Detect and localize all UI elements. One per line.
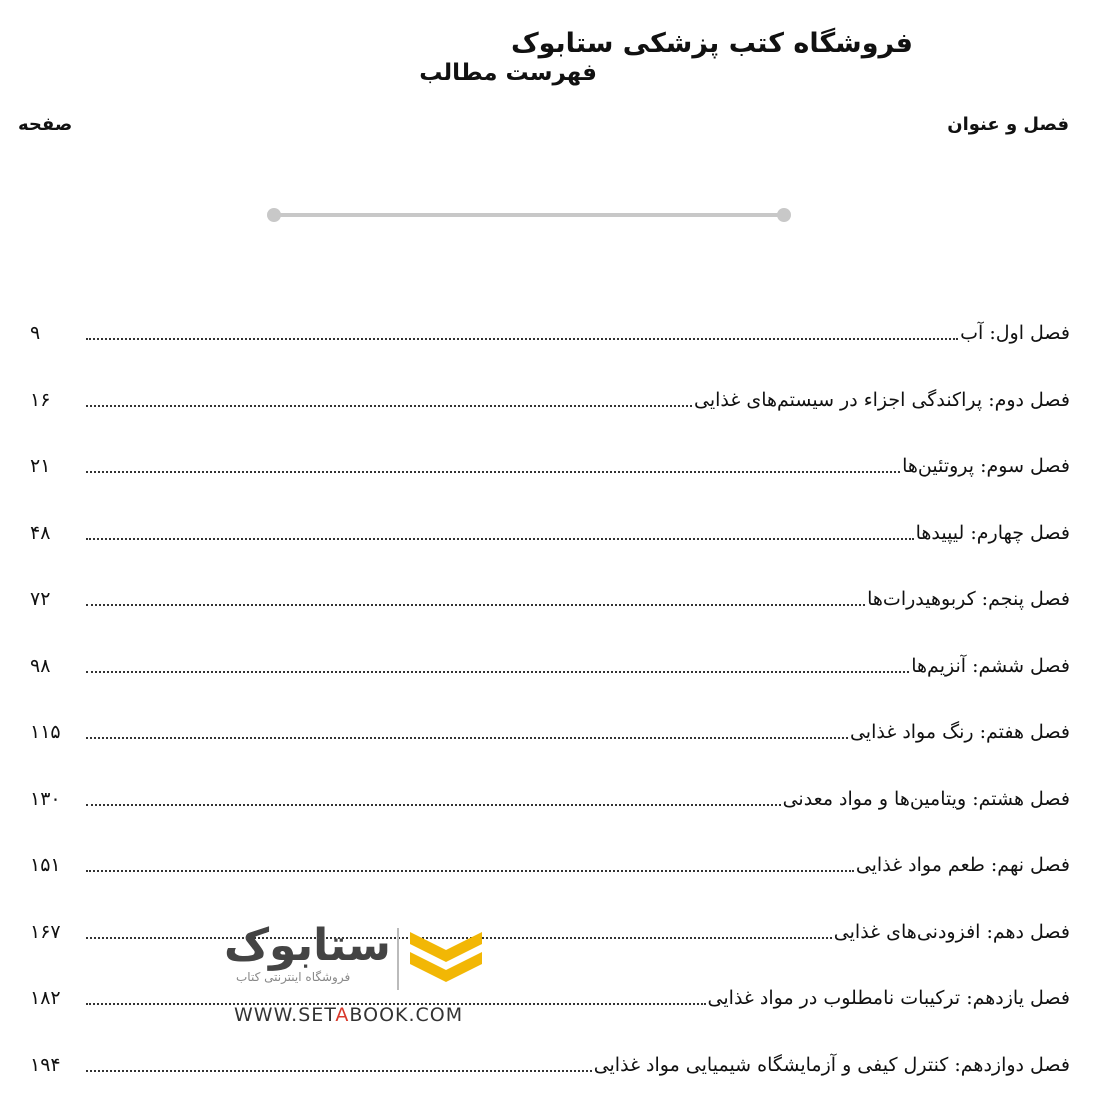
watermark-subtitle: فروشگاه اینترنتی کتاب	[236, 970, 350, 984]
toc-entry-page: ۱۸۲	[30, 987, 74, 1009]
toc-entry-title: فصل هشتم: ویتامین‌ها و مواد معدنی	[783, 788, 1070, 810]
toc-entry-title: فصل هفتم: رنگ مواد غذایی	[850, 721, 1070, 743]
toc-entry-page: ۷۲	[30, 588, 74, 610]
decorative-separator	[274, 213, 784, 217]
dot-leader	[86, 737, 848, 739]
toc-entry-page: ۲۱	[30, 455, 74, 477]
toc-entry-title: فصل دوازدهم: کنترل کیفی و آزمایشگاه شیمیایی مواد غذایی	[594, 1054, 1070, 1076]
toc-entry-page: ۹۸	[30, 655, 74, 677]
toc-entry-page: ۱۶۷	[30, 921, 74, 943]
toc-entry-title: فصل نهم: طعم مواد غذایی	[856, 854, 1070, 876]
column-header-title: فصل و عنوان	[947, 114, 1069, 135]
url-accent: A	[335, 1004, 349, 1026]
dot-leader	[86, 870, 854, 872]
toc-entry-title: فصل اول: آب	[960, 322, 1070, 344]
watermark-brand: ستابوک	[224, 920, 391, 971]
toc-entry-title: فصل دهم: افزودنی‌های غذایی	[834, 921, 1070, 943]
dot-leader	[86, 604, 865, 606]
toc-entry-page: ۹	[30, 322, 74, 344]
toc-row[interactable]	[30, 367, 1070, 434]
toc-entry-title: فصل یازدهم: ترکیبات نامطلوب در مواد غذایی	[708, 987, 1070, 1009]
url-suffix: BOOK.COM	[349, 1004, 463, 1026]
toc-row[interactable]	[30, 633, 1070, 700]
separator-dot-right	[777, 208, 791, 222]
toc-row[interactable]	[30, 300, 1070, 367]
dot-leader	[86, 671, 909, 673]
toc-entry-page: ۱۶	[30, 389, 74, 411]
toc-entry-title: فصل ششم: آنزیم‌ها	[911, 655, 1070, 677]
watermark-url[interactable]	[234, 1004, 463, 1026]
toc-entry-page: ۱۹۴	[30, 1054, 74, 1076]
toc-entry-page: ۱۱۵	[30, 721, 74, 743]
separator-dot-left	[267, 208, 281, 222]
toc-row[interactable]	[30, 1032, 1070, 1098]
column-header-page: صفحه	[18, 114, 72, 135]
toc-entry-page: ۱۵۱	[30, 854, 74, 876]
watermark-divider	[397, 928, 399, 990]
store-title: فروشگاه کتب پزشکی ستابوک	[511, 28, 913, 59]
toc-entry-title: فصل دوم: پراکندگی اجزاء در سیستم‌های غذایی	[694, 389, 1070, 411]
toc-row[interactable]	[30, 965, 1070, 1032]
toc-entry-page: ۴۸	[30, 522, 74, 544]
url-prefix: WWW.SET	[234, 1004, 335, 1026]
dot-leader	[86, 804, 781, 806]
dot-leader	[86, 405, 692, 407]
dot-leader	[86, 338, 958, 340]
toc-row[interactable]	[30, 766, 1070, 833]
toc-entry-title: فصل چهارم: لیپیدها	[916, 522, 1070, 544]
toc-row[interactable]	[30, 433, 1070, 500]
toc-row[interactable]	[30, 899, 1070, 966]
toc-row[interactable]	[30, 832, 1070, 899]
toc-entry-title: فصل پنجم: کربوهیدرات‌ها	[867, 588, 1070, 610]
setabook-logo-icon	[406, 928, 486, 988]
dot-leader	[86, 538, 914, 540]
setabook-watermark	[222, 920, 492, 1032]
toc-row[interactable]	[30, 699, 1070, 766]
toc-entry-page: ۱۳۰	[30, 788, 74, 810]
toc-row[interactable]	[30, 566, 1070, 633]
toc-row[interactable]	[30, 500, 1070, 567]
toc-title: فهرست مطالب	[419, 60, 597, 86]
toc-list	[30, 300, 1070, 1098]
toc-entry-title: فصل سوم: پروتئین‌ها	[902, 455, 1070, 477]
dot-leader	[86, 1070, 592, 1072]
dot-leader	[86, 471, 900, 473]
